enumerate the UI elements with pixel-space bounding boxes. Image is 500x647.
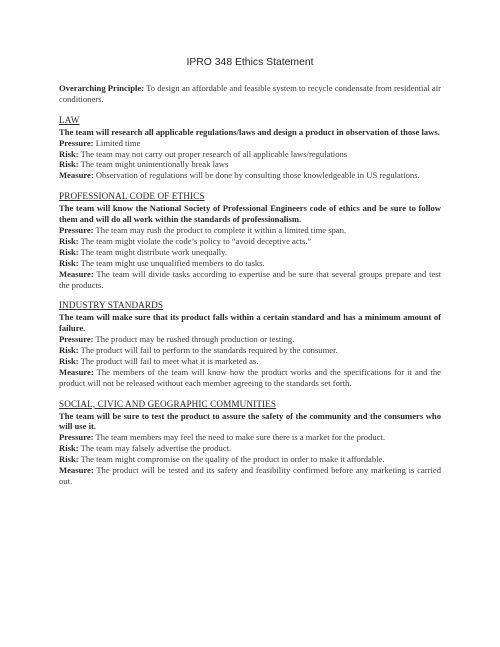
section-heading: PROFESSIONAL CODE OF ETHICS (59, 191, 205, 202)
row-text: Limited time (95, 137, 141, 148)
row-text: The team members may feel the need to make sure there is a market for the product. (95, 432, 385, 443)
row-label: Risk: (59, 355, 79, 366)
row-text: The team will divide tasks according to expertise and be sure that several groups prepare and test the products. (59, 268, 441, 290)
risk-row (59, 356, 441, 367)
document-body (59, 83, 441, 487)
section-lead: The team will know the National Society of Professional Engineers code of ethics and be sure to follow them and will do all work within the standards of professionalism. (59, 203, 441, 225)
pressure-row (59, 225, 441, 236)
section-lead: The team will make sure that its product falls within a certain standard and has a minimum amount of failure. (59, 312, 441, 334)
row-text: The team might distribute work unequally. (80, 246, 228, 257)
row-label: Pressure: (59, 137, 94, 148)
measure-row (59, 465, 441, 487)
risk-row (59, 258, 441, 269)
risk-row (59, 159, 441, 170)
row-text: The team may falsely advertise the product. (80, 443, 232, 454)
row-label: Risk: (59, 246, 79, 257)
row-label: Risk: (59, 454, 79, 465)
risk-row (59, 247, 441, 258)
row-label: Pressure: (59, 224, 94, 235)
measure-row (59, 367, 441, 389)
section-professional-code (59, 191, 441, 290)
row-text: The product will fail to meet what it is marketed as. (80, 355, 259, 366)
row-text: The team might unintentionally break laws (80, 159, 229, 170)
row-label: Risk: (59, 148, 79, 159)
row-text: The team might compromise on the quality of the product in order to make it affordable. (80, 454, 385, 465)
risk-row (59, 443, 441, 454)
section-heading: INDUSTRY STANDARDS (59, 300, 164, 311)
overarching-principle (59, 83, 441, 105)
row-label: Pressure: (59, 334, 94, 345)
row-text: Observation of regulations will be done by consulting those knowledgeable in US regulations. (95, 170, 420, 181)
row-text: The team might violate the code’s policy to “avoid deceptive acts.” (80, 235, 312, 246)
row-text: The team might use unqualified members to do tasks. (80, 257, 265, 268)
row-label: Measure: (59, 366, 94, 377)
risk-row (59, 345, 441, 356)
measure-row (59, 170, 441, 181)
row-text: The team may not carry out proper research of all applicable laws/regulations (80, 148, 348, 159)
row-label: Risk: (59, 257, 79, 268)
row-text: The product will be tested and its safety and feasibility confirmed before any marketing is carried out. (59, 465, 441, 486)
row-label: Pressure: (59, 432, 94, 443)
pressure-row (59, 432, 441, 443)
section-heading: LAW (59, 114, 80, 125)
section-lead: The team will be sure to test the product to assure the safety of the community and the consumers who will use it. (59, 410, 441, 432)
row-text: The product will fail to perform to the standards required by the consumer. (80, 345, 338, 356)
section-lead: The team will research all applicable regulations/laws and design a product in observation of those laws. (59, 126, 440, 137)
row-label: Measure: (59, 170, 94, 181)
row-label: Measure: (59, 465, 94, 476)
risk-row (59, 149, 441, 160)
row-label: Risk: (59, 443, 79, 454)
row-text: The team may rush the product to complete it within a limited time span. (95, 224, 347, 235)
row-text: The product may be rushed through production or testing. (95, 334, 295, 345)
risk-row (59, 236, 441, 247)
pressure-row (59, 334, 441, 345)
section-communities (59, 399, 441, 487)
risk-row (59, 454, 441, 465)
measure-row (59, 269, 441, 291)
section-heading: SOCIAL, CIVIC AND GEOGRAPHIC COMMUNITIES (59, 398, 277, 409)
principle-label: Overarching Principle: (59, 83, 145, 93)
section-law (59, 115, 441, 181)
row-label: Risk: (59, 159, 79, 170)
row-label: Risk: (59, 345, 79, 356)
row-text: The members of the team will know how the product works and the specifications for it and the product will not be released without each member agreeing to the standards set forth. (59, 366, 441, 388)
row-label: Risk: (59, 235, 79, 246)
principle-text: To design an affordable and feasible system to recycle condensate from residential air conditioners. (59, 83, 441, 104)
pressure-row (59, 138, 441, 149)
document-title: IPRO 348 Ethics Statement (186, 57, 314, 68)
section-industry-standards (59, 300, 441, 388)
row-label: Measure: (59, 268, 94, 279)
